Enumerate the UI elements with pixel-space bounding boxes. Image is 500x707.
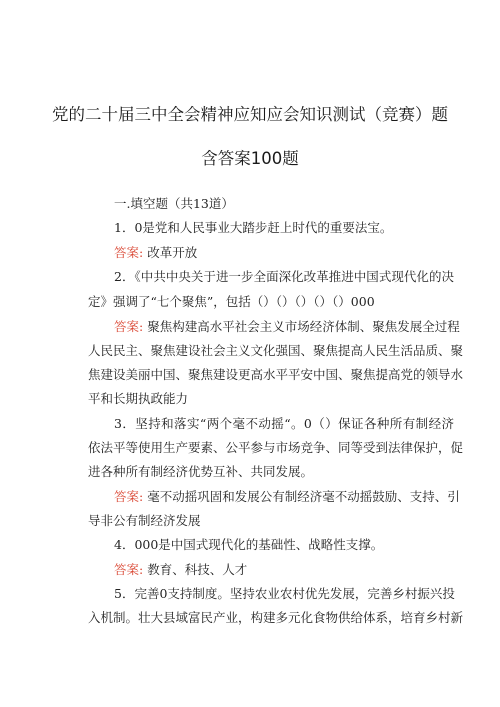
question-1-answer [114,245,474,261]
question-2-answer [114,319,460,335]
question-3-answer [114,489,460,505]
answer-text: 改革开放 [143,245,198,260]
answer-text: 毫不动摇巩固和发展公有制经济毫不动摇鼓励、支持、引 [143,489,460,504]
answer-text: 聚焦构建高水平社会主义市场经济体制、聚焦发展全过程 [143,319,460,334]
question-2-answer-line-2: 人民民主、聚焦建设社会主义文化强国、聚焦提高人民生活品质、聚 [88,343,464,358]
answer-label: 答案: [114,562,144,577]
question-1-text: 1．0是党和人民事业大踏步赶上时代的重要法宝。 [114,220,393,235]
question-3-line-1: 3．坚持和落实“两个毫不动摇“。0（）保证各种所有制经济 [114,416,454,431]
question-5-line-1: 5．完善0支持制度。坚持农业农村优先发展，完善乡村振兴投 [114,586,455,601]
question-2-answer-line-4: 平和长期执政能力 [88,391,189,406]
question-2-answer-line-3: 焦建设美丽中国、聚焦建设更高水平平安中国、聚焦提高党的领导水 [88,367,464,382]
question-5-line-2: 入机制。壮大县域富民产业，构建多元化食物供给体系，培育乡村新 [88,610,464,625]
question-3-line-3: 进各种所有制经济优势互补、共同发展。 [88,464,314,479]
document-title: 党的二十届三中全会精神应知应会知识测试（竞赛）题 [52,105,448,124]
section-heading: 一.填空题（共13道） [114,196,234,211]
question-3-line-2: 依法平等使用生产要素、公平参与市场竞争、同等受到法律保护，促 [88,440,464,455]
question-3-answer-line-2: 导非公有制经济发展 [88,513,201,528]
question-2-line-2: 定》强调了“七个聚焦”，包括（）（）（）（）（）000 [88,294,375,309]
document-subtitle: 含答案100题 [201,149,299,168]
question-2-line-1: 2．《中共中央关于进一步全面深化改革推进中国式现代化的决 [114,269,454,284]
question-4-text: 4．000是中国式现代化的基础性、战略性支撑。 [114,537,384,552]
answer-label: 答案: [114,489,144,504]
answer-label: 答案: [114,245,144,260]
answer-label: 答案: [114,319,144,334]
question-4-answer [114,562,474,578]
answer-text: 教育、科技、人才 [143,562,248,577]
